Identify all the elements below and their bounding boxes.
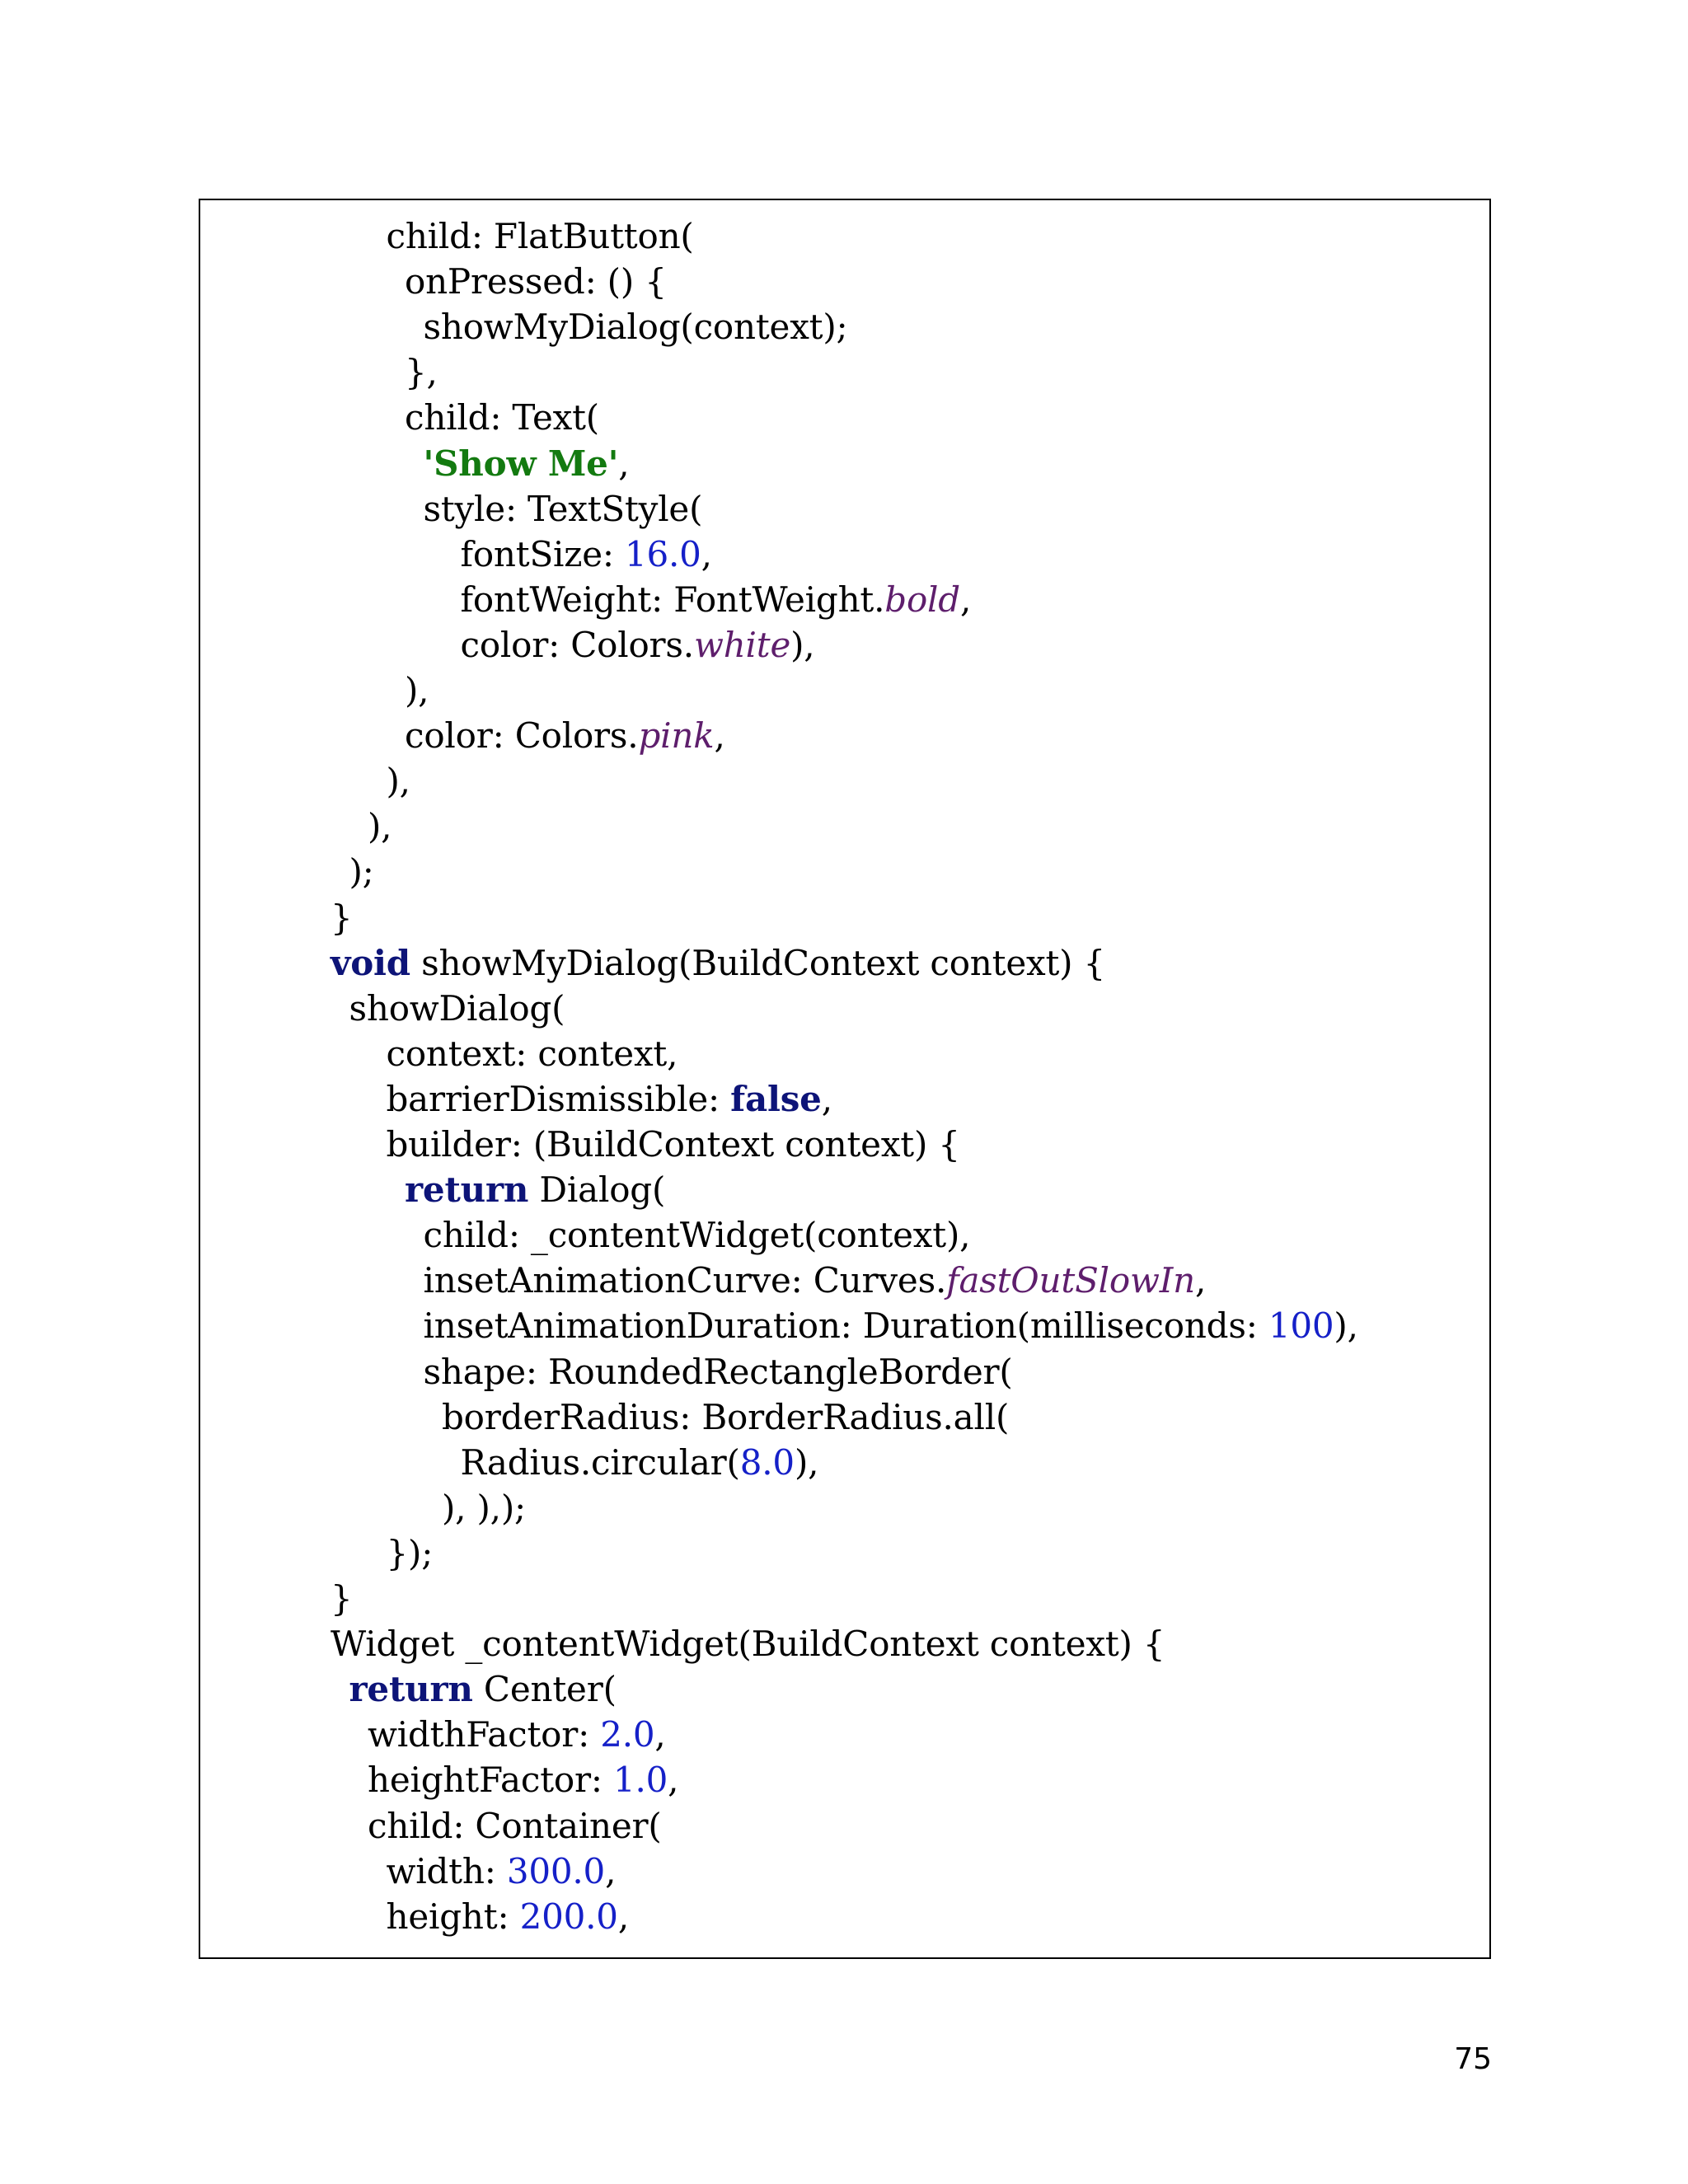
code-line — [368, 1803, 662, 1849]
code-text: } — [331, 897, 353, 938]
code-line — [331, 895, 353, 940]
code-text: showMyDialog(BuildContext context) { — [410, 942, 1106, 983]
code-line — [368, 1757, 678, 1802]
code-line — [442, 1485, 526, 1530]
code-text: , — [668, 1760, 679, 1801]
code-number: 300.0 — [506, 1850, 606, 1891]
code-text: Radius.circular( — [460, 1441, 740, 1483]
code-line — [349, 1666, 617, 1712]
code-text: , — [654, 1714, 666, 1755]
code-number: 100 — [1268, 1305, 1334, 1347]
code-text: context: context, — [386, 1033, 678, 1074]
code-line — [424, 1212, 971, 1258]
code-text: style: TextStyle( — [423, 488, 703, 529]
code-text: ), — [405, 670, 429, 710]
code-text: fontSize: — [460, 533, 625, 574]
code-text: onPressed: () { — [405, 261, 667, 302]
code-text: color: Colors. — [460, 624, 694, 665]
code-line — [387, 1849, 617, 1894]
code-number: 1.0 — [612, 1760, 668, 1801]
code-line — [387, 213, 694, 259]
code-text: showMyDialog(context); — [423, 307, 848, 348]
code-line — [349, 986, 565, 1031]
code-line — [349, 849, 374, 894]
code-text: builder: (BuildContext context) { — [386, 1124, 960, 1165]
code-line — [387, 1530, 434, 1576]
code-text: ), ),); — [442, 1487, 526, 1528]
code-line — [405, 349, 438, 395]
code-line — [424, 1349, 1013, 1394]
code-number: 8.0 — [739, 1441, 795, 1483]
code-text: ), — [386, 761, 410, 802]
code-text: , — [959, 579, 972, 620]
code-line — [461, 532, 712, 577]
code-line — [405, 259, 667, 304]
code-text: Widget _contentWidget(BuildContext context) { — [331, 1624, 1165, 1665]
code-string: 'Show Me' — [423, 443, 619, 484]
code-text: Center( — [472, 1669, 617, 1710]
code-text: , — [617, 1896, 629, 1937]
code-text: , — [701, 533, 712, 574]
code-text: ); — [349, 851, 374, 893]
code-text: widthFactor: — [368, 1714, 601, 1755]
code-line — [387, 758, 410, 804]
code-text: fontWeight: FontWeight. — [460, 579, 885, 620]
code-text: borderRadius: BorderRadius.all( — [442, 1396, 1010, 1437]
code-line — [424, 304, 848, 349]
code-keyword: return — [349, 1669, 473, 1710]
code-constant: bold — [884, 579, 960, 620]
code-line — [424, 1258, 1207, 1303]
code-line — [387, 1894, 629, 1939]
code-keyword: return — [405, 1169, 529, 1211]
code-text: child: _contentWidget(context), — [423, 1215, 971, 1256]
code-text: , — [821, 1078, 832, 1119]
code-line — [461, 622, 815, 668]
code-text: ), — [368, 806, 392, 847]
code-listing-box — [199, 199, 1491, 1959]
code-text: ), — [1334, 1305, 1358, 1347]
code-text: color: Colors. — [405, 715, 639, 757]
code-line — [461, 1440, 819, 1485]
code-text: insetAnimationCurve: Curves. — [423, 1260, 947, 1301]
code-line — [424, 1303, 1358, 1348]
code-text: insetAnimationDuration: Duration(milliseconds: — [423, 1305, 1268, 1347]
code-line — [331, 1621, 1165, 1666]
code-text: heightFactor: — [368, 1760, 613, 1801]
code-number: 2.0 — [600, 1714, 655, 1755]
code-line — [461, 577, 972, 622]
code-line — [368, 804, 392, 849]
code-line — [424, 486, 703, 532]
code-text: child: FlatButton( — [386, 216, 694, 256]
code-number: 16.0 — [624, 533, 701, 574]
code-keyword: false — [730, 1078, 822, 1119]
code-line — [405, 668, 429, 713]
code-text: , — [618, 443, 630, 484]
code-line — [442, 1394, 1009, 1440]
code-text: }); — [386, 1532, 434, 1573]
code-line — [387, 1076, 832, 1122]
code-text: showDialog( — [349, 987, 565, 1029]
code-text: shape: RoundedRectangleBorder( — [423, 1351, 1013, 1392]
code-text: , — [605, 1850, 617, 1891]
code-text: }, — [405, 352, 438, 393]
code-text: child: Container( — [368, 1805, 662, 1846]
page-number: 75 — [1454, 2042, 1492, 2076]
code-constant: fastOutSlowIn — [946, 1260, 1195, 1301]
code-line — [405, 713, 725, 758]
code-text: , — [714, 715, 725, 757]
code-line — [387, 1122, 960, 1167]
code-constant: white — [693, 624, 791, 665]
code-line — [405, 395, 599, 440]
code-keyword: void — [331, 942, 410, 983]
code-line — [331, 940, 1105, 986]
code-text: Dialog( — [528, 1169, 666, 1211]
code-number: 200.0 — [519, 1896, 618, 1937]
code-line — [424, 441, 630, 486]
code-line — [331, 1576, 353, 1621]
code-text: height: — [386, 1896, 520, 1937]
code-text: child: Text( — [405, 397, 599, 438]
code-line — [368, 1712, 666, 1757]
code-line — [405, 1167, 665, 1212]
code-text: barrierDismissible: — [386, 1078, 731, 1119]
code-text: , — [1194, 1260, 1207, 1301]
code-text: width: — [386, 1850, 507, 1891]
code-text: } — [331, 1578, 353, 1619]
code-listing — [200, 200, 1489, 1957]
code-text: ), — [794, 1441, 819, 1483]
code-constant: pink — [638, 715, 715, 757]
code-text: ), — [790, 624, 815, 665]
code-line — [387, 1031, 678, 1076]
